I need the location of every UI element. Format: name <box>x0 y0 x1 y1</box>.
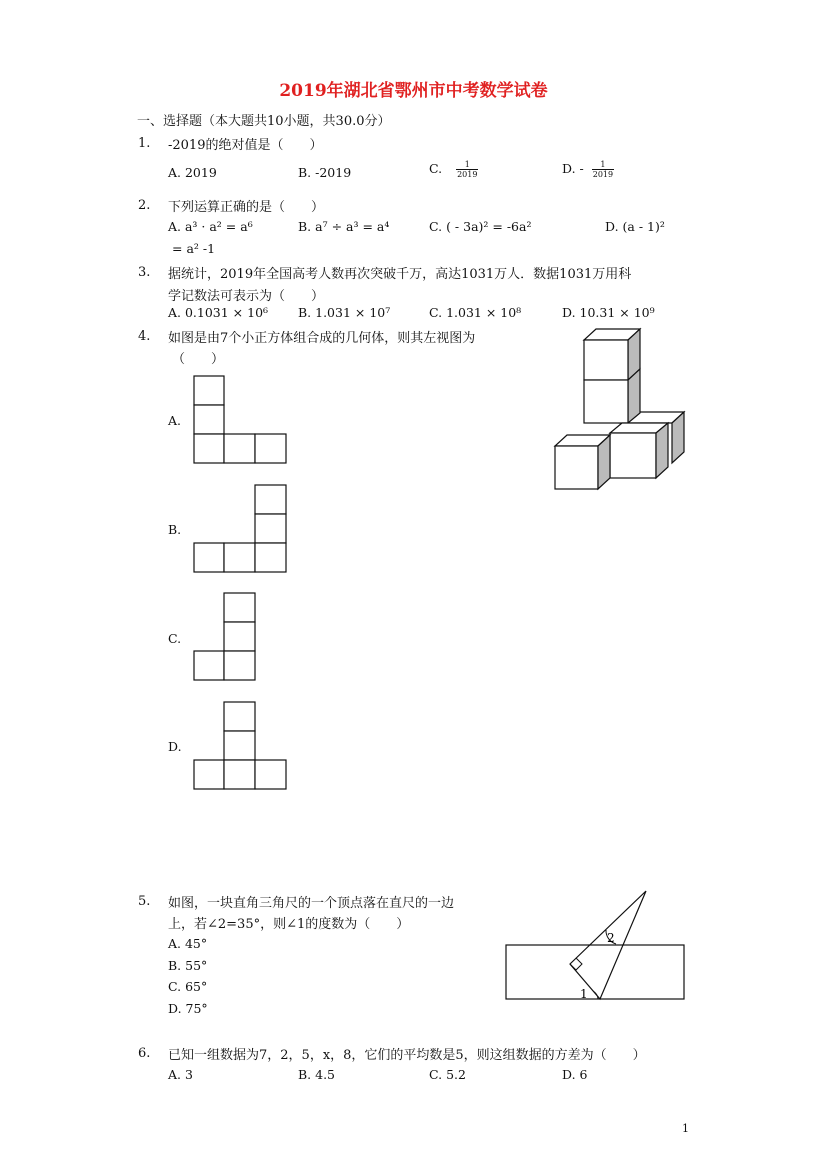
q3-option-b[interactable]: B. 1.031 × 10⁷ <box>298 305 391 320</box>
page-number: 1 <box>682 1122 689 1135</box>
q1-option-c-fraction <box>456 160 478 179</box>
q3-option-d[interactable]: D. 10.31 × 10⁹ <box>562 305 655 320</box>
q1-stem: -2019的绝对值是（ ） <box>168 138 323 153</box>
fraction-denominator: 2019 <box>592 170 614 179</box>
q6-stem: 已知一组数据为7，2，5，x，8，它们的平均数是5，则这组数据的方差为（ ） <box>168 1048 646 1063</box>
q5-stem-line2: 上，若∠2=35°，则∠1的度数为（ ） <box>168 917 410 932</box>
q5-stem-line1: 如图，一块直角三角尺的一个顶点落在直尺的一边 <box>168 896 455 911</box>
q2-option-c[interactable]: C. ( - 3a)² = -6a² <box>429 219 532 234</box>
q3-option-c[interactable]: C. 1.031 × 10⁸ <box>429 305 522 320</box>
q4-option-b[interactable]: B. <box>168 522 182 537</box>
q1-option-d-label: D. - <box>562 161 584 176</box>
q4-option-a-view <box>194 376 288 466</box>
fraction-denominator: 2019 <box>457 170 478 179</box>
q4-option-c[interactable]: C. <box>168 631 182 646</box>
q3-stem-line2: 学记数法可表示为（ ） <box>168 289 325 304</box>
q3-stem-line1: 据统计，2019年全国高考人数再次突破千万，高达1031万人．数据1031万用科 <box>168 267 632 282</box>
q4-stem-line2: （ ） <box>172 352 225 367</box>
q4-option-d-view <box>194 702 288 792</box>
q5-number: 5. <box>138 894 151 909</box>
q2-option-a[interactable]: A. a³ · a² = a⁶ <box>168 219 253 234</box>
q5-option-a[interactable]: A. 45° <box>168 936 208 951</box>
q2-option-d-continued: = a² -1 <box>172 241 216 256</box>
q5-option-c[interactable]: C. 65° <box>168 979 208 994</box>
q6-option-b[interactable]: B. 4.5 <box>298 1067 336 1082</box>
q4-option-c-view <box>194 593 288 683</box>
q4-option-a[interactable]: A. <box>168 413 182 428</box>
q6-option-c[interactable]: C. 5.2 <box>429 1067 466 1082</box>
ruler-rectangle <box>506 945 684 999</box>
angle-1-label: 1 <box>580 987 588 1001</box>
q1-option-c[interactable] <box>429 160 478 179</box>
q4-number: 4. <box>138 329 151 344</box>
section-heading: 一、选择题（本大题共10小题，共30.0分） <box>137 114 391 129</box>
q2-stem: 下列运算正确的是（ ） <box>168 200 325 215</box>
q4-option-d[interactable]: D. <box>168 739 182 754</box>
q1-option-a[interactable]: A. 2019 <box>168 165 217 180</box>
q1-option-d[interactable] <box>562 160 614 179</box>
q4-solid-figure <box>550 325 690 495</box>
page-title: 2019年湖北省鄂州市中考数学试卷 <box>279 81 548 101</box>
q5-option-b[interactable]: B. 55° <box>168 958 208 973</box>
q2-option-d[interactable]: D. (a - 1)² <box>605 219 665 234</box>
q2-number: 2. <box>138 198 151 213</box>
q3-number: 3. <box>138 265 151 280</box>
q1-option-b[interactable]: B. -2019 <box>298 165 352 180</box>
q2-option-b[interactable]: B. a⁷ ÷ a³ = a⁴ <box>298 219 390 234</box>
fraction-numerator: 1 <box>456 160 478 170</box>
q6-number: 6. <box>138 1046 151 1061</box>
q1-number: 1. <box>138 136 151 151</box>
q4-option-b-view <box>194 485 288 575</box>
angle-2-label: 2 <box>607 931 615 945</box>
q5-ruler-triangle-figure <box>500 886 690 1006</box>
q6-option-d[interactable]: D. 6 <box>562 1067 588 1082</box>
q3-option-a[interactable]: A. 0.1031 × 10⁶ <box>168 305 269 320</box>
q4-stem-line1: 如图是由7个小正方体组合成的几何体，则其左视图为 <box>168 331 476 346</box>
q6-option-a[interactable]: A. 3 <box>168 1067 193 1082</box>
q5-option-d[interactable]: D. 75° <box>168 1001 208 1016</box>
q1-option-d-fraction <box>592 160 614 179</box>
fraction-numerator: 1 <box>592 160 614 170</box>
q1-option-c-label: C. <box>429 161 443 176</box>
